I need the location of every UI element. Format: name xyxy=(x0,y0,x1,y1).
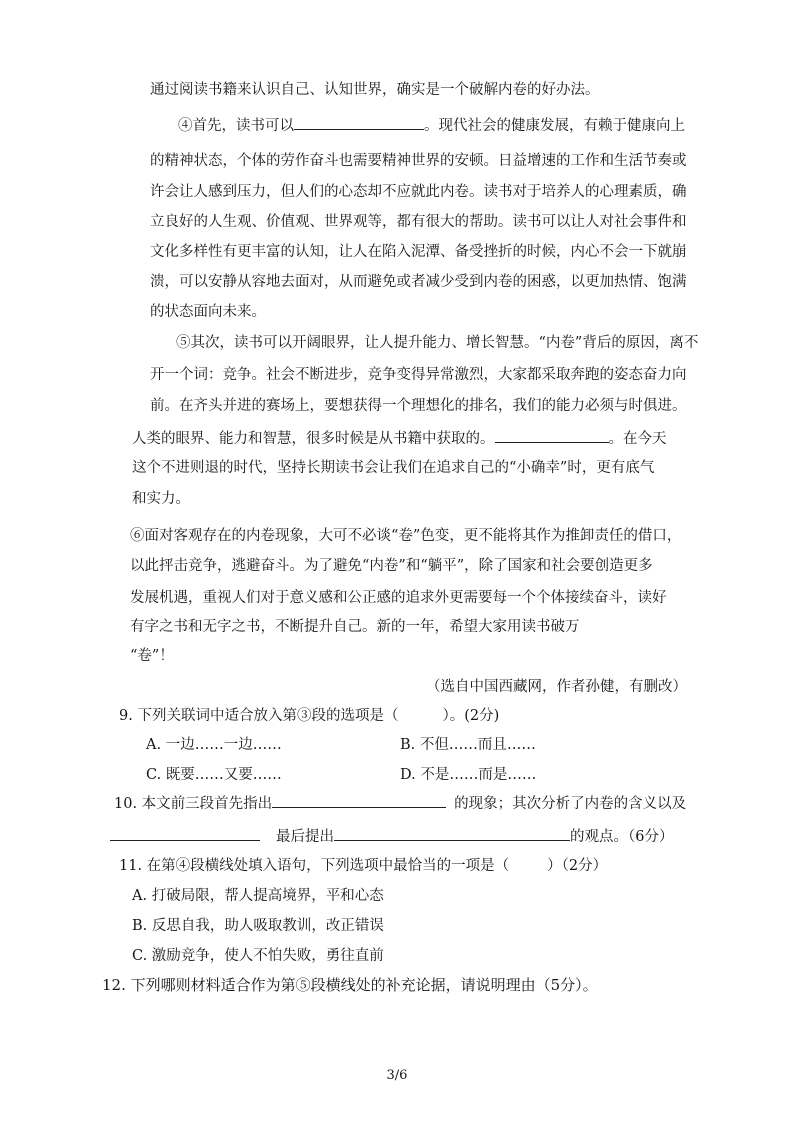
paragraph-4-line-1-end: 。现代社会的健康发展，有赖于健康向上 xyxy=(424,118,685,134)
question-9-option-d[interactable]: D. 不是……而是…… xyxy=(400,767,537,783)
question-10-text-d: 的观点。（6分） xyxy=(570,829,674,845)
question-12-stem: 12. 下列哪则材料适合作为第⑤段横线处的补充论据，请说明理由（5分）。 xyxy=(102,976,598,994)
question-10-text-c: 最后提出 xyxy=(276,829,334,845)
question-10-line-1 xyxy=(114,793,686,814)
paragraph-5-line-2: 开一个词：竞争。社会不断进步，竞争变得异常激烈，大家都采取奔跑的姿态奋力向 xyxy=(150,367,687,383)
paragraph-4-line-6: 溃，可以安静从容地去面对，从而避免或者减少受到内卷的困惑，以更加热情、饱满 xyxy=(150,274,687,290)
paragraph-4-line-4: 立良好的人生观、价值观、世界观等，都有很大的帮助。读书可以让人对社会事件和 xyxy=(150,214,687,230)
question-11-stem-end: ）（2分） xyxy=(547,858,608,874)
paragraph-4-line-2: 的精神状态，个体的劳作奋斗也需要精神世界的安顿。日益增速的工作和生活节奏或 xyxy=(150,153,687,169)
paragraph-6-line-5: “卷”！ xyxy=(130,648,174,664)
question-9-option-c[interactable]: C. 既要……又要…… xyxy=(146,767,282,783)
paragraph-5-line-4-start: 人类的眼界、能力和智慧，很多时候是从书籍中获取的。 xyxy=(132,431,495,447)
paragraph-6-line-3: 发展机遇，重视人们对于意义感和公正感的追求外更需要每一个个体接续奋斗，读好 xyxy=(130,590,667,606)
paragraph-4-line-1-start: ④首先，读书可以 xyxy=(178,118,294,134)
question-9-stem xyxy=(119,706,499,726)
question-9-stem-start: 9. 下列关联词中适合放入第③段的选项是（ xyxy=(119,708,399,724)
question-11-stem-start: 11. 在第④段横线处填入语句，下列选项中最恰当的一项是（ xyxy=(119,858,510,874)
question-10-blank-1[interactable] xyxy=(272,793,446,808)
paragraph-5-line-4-end: 。在今天 xyxy=(608,431,667,447)
paragraph-6-line-4: 有字之书和无字之书，不断提升自己。新的一年，希望大家用读书破万 xyxy=(130,619,580,635)
question-11-stem xyxy=(119,856,607,876)
paragraph-3-tail: 通过阅读书籍来认识自己、认知世界，确实是一个破解内卷的好办法。 xyxy=(150,82,600,98)
paragraph-5-line-6: 和实力。 xyxy=(132,491,190,507)
paragraph-5-line-1: ⑤其次，读书可以开阔眼界，让人提升能力、增长智慧。“内卷”背后的原因，离不 xyxy=(176,335,699,351)
question-10-blank-3[interactable] xyxy=(334,826,570,841)
question-11-option-a[interactable]: A. 打破局限，帮人提高境界，平和心态 xyxy=(132,888,384,904)
question-10-line-2 xyxy=(110,826,673,847)
question-9-option-b[interactable]: B. 不但……而且…… xyxy=(400,737,536,753)
question-9-option-a[interactable]: A. 一边……一边…… xyxy=(146,737,282,753)
source-citation: （选自中国西藏网，作者孙健，有删改） xyxy=(426,679,687,695)
paragraph-5-line-3: 前。在齐头并进的赛场上，要想获得一个理想化的排名，我们的能力必须与时俱进。 xyxy=(150,398,687,414)
paragraph-5-line-5: 这个不进则退的时代，坚持长期读书会让我们在追求自己的“小确幸”时，更有底气 xyxy=(132,460,655,476)
question-11-option-b[interactable]: B. 反思自我，助人吸取教训，改正错误 xyxy=(132,918,384,934)
question-9-stem-end: ）。(2分) xyxy=(442,708,500,724)
paragraph-4-line-7: 的状态面向未来。 xyxy=(150,304,266,320)
question-10-text-b: 的现象；其次分析了内卷的含义以及 xyxy=(454,796,687,812)
paragraph-4-line-3: 许会让人感到压力，但人们的心态却不应就此内卷。读书对于培养人的心理素质，确 xyxy=(150,184,687,200)
question-10-text-a: 10. 本文前三段首先指出 xyxy=(114,796,273,812)
question-11-option-c[interactable]: C. 激励竞争，使人不怕失败，勇往直前 xyxy=(132,948,384,964)
paragraph-6-line-2: 以此抨击竞争，逃避奋斗。为了避免“内卷”和“躺平”，除了国家和社会要创造更多 xyxy=(130,558,653,574)
paragraph-5-blank[interactable] xyxy=(495,428,609,443)
paragraph-6-line-1: ⑥面对客观存在的内卷现象，大可不必谈“卷”色变，更不能将其作为推卸责任的借口， xyxy=(130,528,682,544)
paragraph-4-blank[interactable] xyxy=(294,115,424,130)
paragraph-4-line-1 xyxy=(178,115,685,136)
question-10-blank-2[interactable] xyxy=(110,826,260,841)
paragraph-5-line-4 xyxy=(132,428,667,449)
page-number: 3/6 xyxy=(386,1068,408,1083)
paragraph-4-line-5: 文化多样性有更丰富的认知，让人在陷入泥潭、备受挫折的时候，内心不会一下就崩 xyxy=(150,244,687,260)
